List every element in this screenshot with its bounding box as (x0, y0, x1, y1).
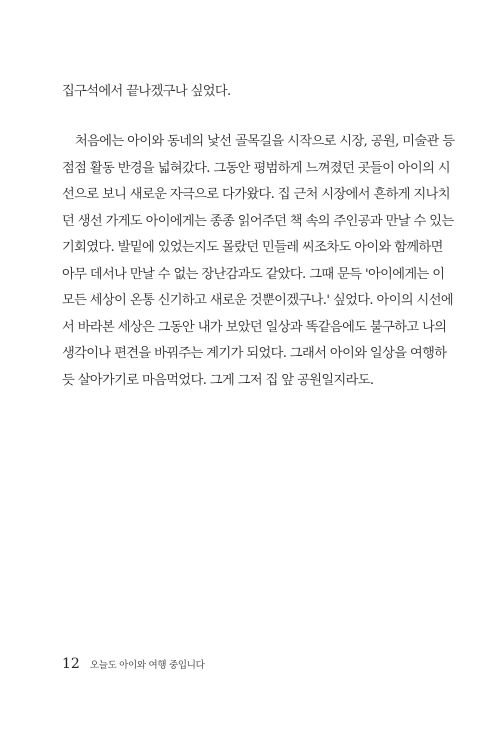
text-line: 선으로 보니 새로운 자극으로 다가왔다. 집 근처 시장에서 흔하게 지나치 (62, 187, 450, 202)
text-line: 집구석에서 끝나겠구나 싶었다. (62, 84, 231, 99)
text-line: 모든 세상이 온통 신기하고 새로운 것뿐이겠구나.' 싶었다. 아이의 시선에 (62, 293, 453, 308)
text-line: 처음에는 아이와 동네의 낯선 골목길을 시작으로 시장, 공원, 미술관 등 (75, 134, 455, 149)
page-footer (62, 656, 205, 672)
text-line: 서 바라본 세상은 그동안 내가 보았던 일상과 똑같음에도 불구하고 나의 (62, 319, 447, 335)
running-title: 오늘도 아이와 여행 중입니다 (89, 660, 205, 671)
text-line: 아무 데서나 만날 수 없는 장난감과도 같았다. 그때 문득 '아이에게는 이 (62, 266, 445, 282)
paragraph-main (62, 129, 455, 394)
paragraph-continuation (62, 79, 436, 106)
page-number: 12 (62, 656, 80, 672)
text-line: 점점 활동 반경을 넓혀갔다. 그동안 평범하게 느껴졌던 곳들이 아이의 시 (62, 160, 450, 176)
text-line: 던 생선 가게도 아이에게는 종종 읽어주던 책 속의 주인공과 만날 수 있는 (62, 213, 454, 229)
text-line: 기회였다. 발밑에 있었는지도 몰랐던 민들레 씨조차도 아이와 함께하면 (62, 240, 443, 255)
text-line: 생각이나 편견을 바꿔주는 계기가 되었다. 그래서 아이와 일상을 여행하 (62, 346, 447, 361)
text-line: 듯 살아가기로 마음먹었다. 그게 그저 집 앞 공원일지라도. (62, 372, 374, 388)
